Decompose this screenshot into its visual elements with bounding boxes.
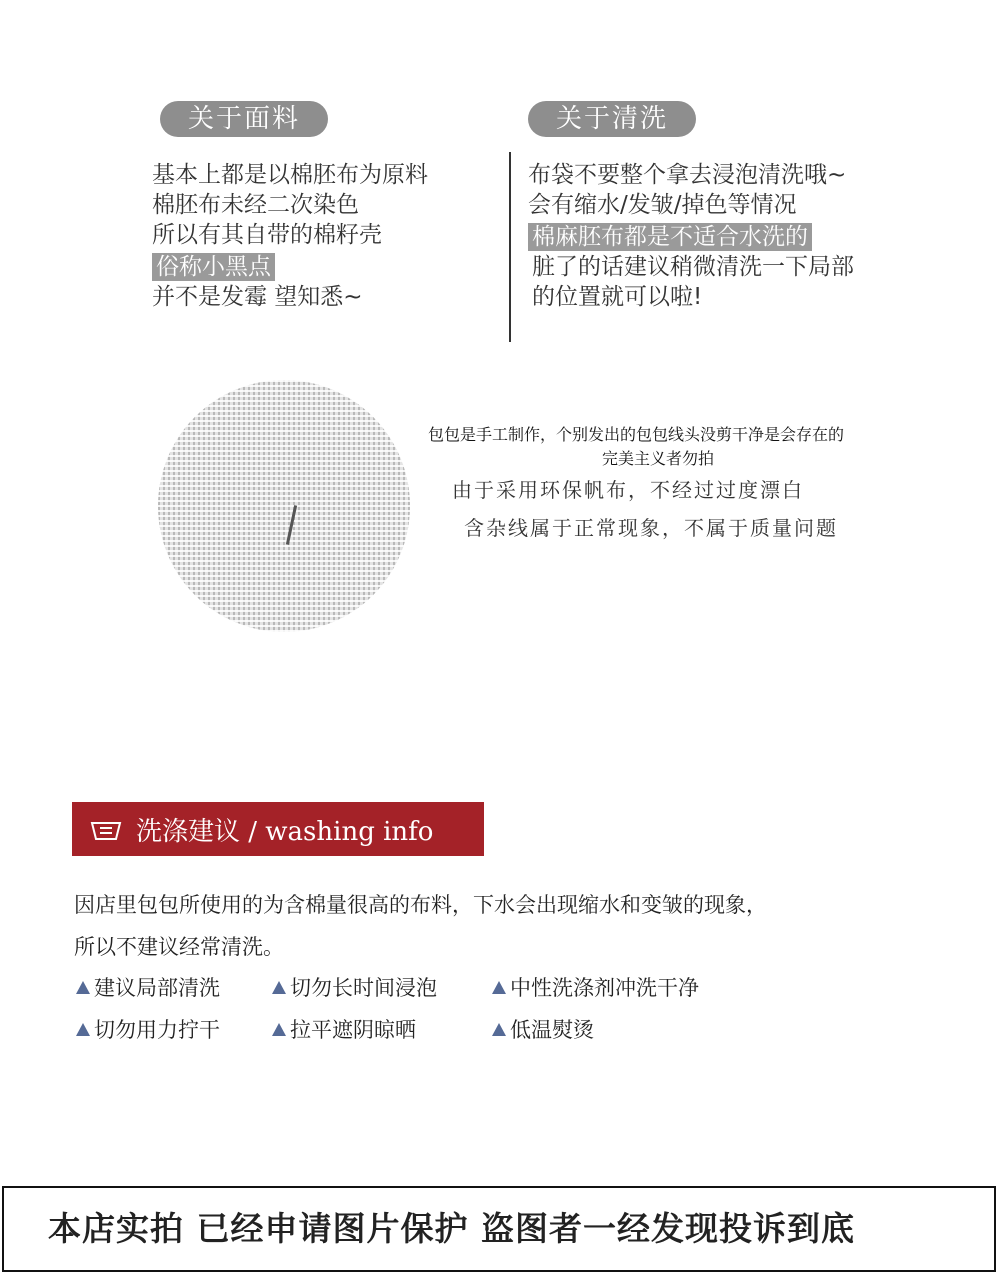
cleaning-section-title: 关于清洗 xyxy=(528,101,696,137)
cleaning-line: 脏了的话建议稍微清洗一下局部 xyxy=(532,254,854,280)
triangle-bullet-icon xyxy=(76,1023,90,1036)
fabric-line: 棉胚布未经二次染色 xyxy=(152,192,359,218)
washing-tip: 低温熨烫 xyxy=(492,1014,594,1044)
cleaning-line: 布袋不要整个拿去浸泡清洗哦~ xyxy=(528,162,847,188)
fabric-highlight: 俗称小黑点 xyxy=(152,253,275,281)
perfectionist-note: 完美主义者勿拍 xyxy=(602,449,715,468)
cleaning-line: 会有缩水/发皱/掉色等情况 xyxy=(528,192,797,218)
washing-tip: 切勿长时间浸泡 xyxy=(272,972,437,1002)
washing-banner xyxy=(72,802,484,856)
washing-description xyxy=(74,884,767,968)
fabric-line: 并不是发霉 望知悉~ xyxy=(152,284,363,310)
washing-title: 洗涤建议 / washing info xyxy=(136,816,434,847)
fabric-line: 所以有其自带的棉籽壳 xyxy=(152,222,382,248)
fabric-section-title: 关于面料 xyxy=(160,101,328,137)
thread-quality-note: 含杂线属于正常现象，不属于质量问题 xyxy=(464,516,838,540)
washing-tip: 建议局部清洗 xyxy=(76,972,220,1002)
column-divider xyxy=(509,152,511,342)
triangle-bullet-icon xyxy=(76,981,90,994)
washing-tip: 中性洗涤剂冲洗干净 xyxy=(492,972,699,1002)
triangle-bullet-icon xyxy=(272,981,286,994)
fabric-closeup-image xyxy=(158,380,410,632)
triangle-bullet-icon xyxy=(492,981,506,994)
washing-desc-line: 所以不建议经常清洗。 xyxy=(74,935,284,959)
washing-tip: 切勿用力拧干 xyxy=(76,1014,220,1044)
fabric-section-text xyxy=(152,160,428,312)
triangle-bullet-icon xyxy=(492,1023,506,1036)
triangle-bullet-icon xyxy=(272,1023,286,1036)
washing-tip: 拉平遮阴晾晒 xyxy=(272,1014,416,1044)
copyright-footer: 本店实拍 已经申请图片保护 盗图者一经发现投诉到底 xyxy=(2,1186,996,1272)
canvas-note: 由于采用环保帆布，不经过过度漂白 xyxy=(452,478,804,502)
washing-desc-line: 因店里包包所使用的为含棉量很高的布料，下水会出现缩水和变皱的现象， xyxy=(74,893,767,917)
cleaning-section-text xyxy=(528,160,854,312)
cleaning-line: 的位置就可以啦! xyxy=(532,284,703,310)
cleaning-highlight: 棉麻胚布都是不适合水洗的 xyxy=(528,223,812,251)
washing-basin-icon xyxy=(90,817,122,841)
fabric-line: 基本上都是以棉胚布为原料 xyxy=(152,162,428,188)
handmade-note: 包包是手工制作，个别发出的包包线头没剪干净是会存在的 xyxy=(428,425,845,444)
